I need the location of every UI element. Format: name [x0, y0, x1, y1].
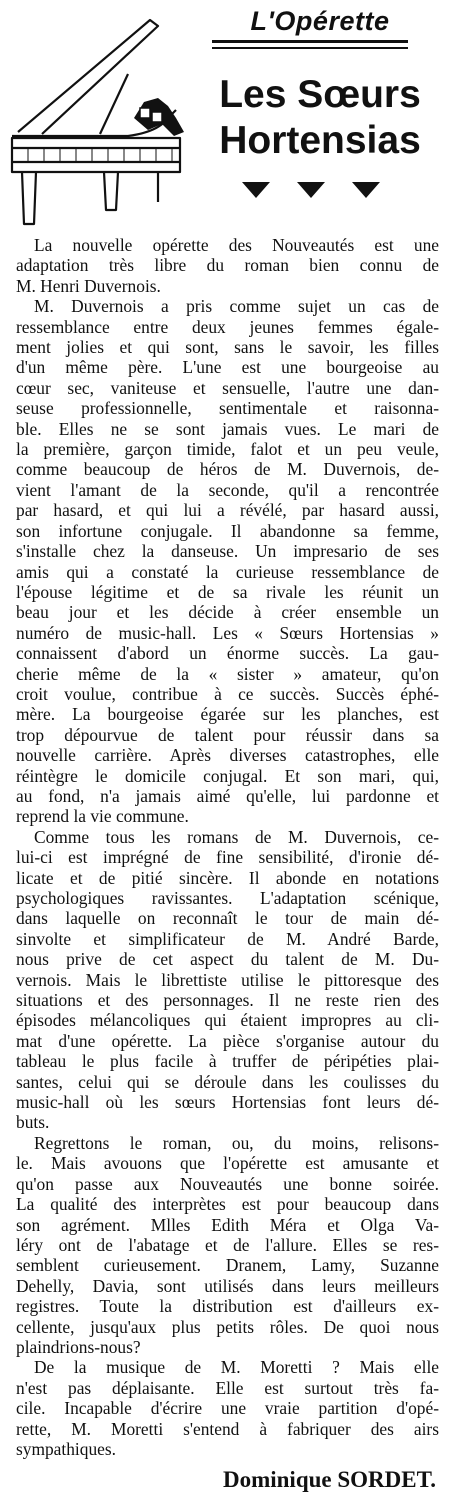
text-line: M. Henri Duvernois. — [16, 275, 161, 296]
text-line: La nouvelle opérette des Nouveautés est une — [34, 235, 439, 255]
text-line: mat d'une opérette. La pièce s'organise autour du — [16, 1030, 439, 1051]
text-line: situations et des personnages. Il ne reste rien des — [16, 990, 439, 1011]
text-line: la première, garçon timide, falot et un peu veule, — [16, 439, 439, 460]
article-paragraph — [16, 235, 439, 296]
text-line: trop dépourvue de talent pour réussir dans sa — [16, 724, 439, 745]
text-line: mère. La bourgeoise égarée sur les planches, est — [16, 704, 439, 725]
text-line: croit voulue, contribue à ce succès. Succès éphé- — [16, 683, 439, 704]
article-body — [16, 235, 439, 1459]
text-line: d'un même père. L'une est une bourgeoise au — [16, 357, 439, 378]
text-line: La qualité des interprètes est pour beaucoup dans — [16, 1194, 439, 1215]
text-line: semblent curieusement. Dranem, Lamy, Suzanne — [16, 1255, 439, 1276]
text-line: registres. Toute la distribution est d'ailleurs ex- — [16, 1296, 439, 1317]
text-line: music-hall où les sœurs Hortensias font leurs dé- — [16, 1092, 439, 1113]
text-line: Regrettons le roman, ou, du moins, relisons- — [34, 1132, 439, 1153]
text-line: dans laquelle on reconnaît le tour de main dé- — [16, 908, 439, 929]
text-line: beau jour et les décide à créer ensemble un — [16, 602, 439, 623]
text-line: qu'on passe aux Nouveautés une bonne soirée. — [16, 1173, 439, 1194]
headline-line-2: Hortensias — [219, 119, 421, 162]
text-line: nouvelle carrière. Après diverses catastrophes, elle — [16, 745, 439, 766]
rubric-rule-thin — [212, 47, 408, 49]
text-line: s'installe chez la danseuse. Un impresario de ses — [16, 541, 439, 562]
text-line: adaptation très libre du roman bien connu de — [16, 255, 439, 276]
text-line: amis qui a constaté la curieuse ressemblance de — [16, 561, 439, 582]
text-line: l'épouse légitime et de sa rivale les réunit un — [16, 581, 439, 602]
text-line: ressemblance entre deux jeunes femmes égale- — [16, 316, 439, 337]
text-line: M. Duvernois a pris comme sujet un cas de — [34, 296, 439, 317]
text-line: vernois. Mais le librettiste utilise le pittoresque des — [16, 969, 439, 990]
text-line: cile. Incapable d'écrire une vraie partition d'opé- — [16, 1398, 439, 1419]
text-line: sympathiques. — [16, 1438, 116, 1459]
text-line: De la musique de M. Moretti ? Mais elle — [34, 1357, 439, 1378]
triangle-icon — [242, 182, 270, 198]
text-line: psychologiques ravissantes. L'adaptation scénique, — [16, 888, 439, 908]
text-line: réintègre le domicile conjugal. Et son mari, qui, — [16, 765, 439, 786]
text-line: Comme tous les romans de M. Duvernois, ce- — [34, 826, 439, 847]
rubric-rule-thick — [212, 40, 408, 43]
triangle-ornaments — [236, 180, 386, 200]
article-paragraph — [16, 296, 439, 827]
text-line: son agrément. Mlles Edith Méra et Olga Va- — [16, 1214, 439, 1235]
text-line: ble. Elles ne se sont jamais vues. Le mari de — [16, 418, 439, 439]
section-rubric: L'Opérette — [250, 6, 390, 36]
author-signature: Dominique SORDET. — [222, 1467, 436, 1492]
text-line: son infortune conjugale. Il abandonne sa femme, — [16, 520, 439, 541]
text-line: le. Mais avouons que l'opérette est amusante et — [16, 1153, 439, 1174]
text-line: vient l'amant de la seconde, qu'il a rencontrée — [16, 479, 439, 500]
text-line: santes, celui qui se déroule dans les coulisses du — [16, 1071, 439, 1092]
text-line: connaissent d'abord un énorme succès. La gau- — [16, 643, 439, 664]
text-line: n'est pas déplaisante. Elle est surtout très fa- — [16, 1377, 439, 1398]
text-line: par hasard, et qui lui a révélé, par hasard aussi, — [16, 500, 439, 521]
text-line: plaindrions-nous? — [16, 1336, 141, 1357]
text-line: licate et de pitié sincère. Il abonde en notations — [16, 867, 439, 888]
text-line: cœur sec, vaniteuse et sensuelle, l'autre une dan- — [16, 377, 439, 398]
text-line: numéro de music-hall. Les « Sœurs Hortensias » — [16, 622, 439, 643]
grand-piano-illustration — [8, 14, 188, 226]
text-line: lui-ci est imprégné de fine sensibilité, d'ironie dé- — [16, 847, 439, 868]
text-line: Dehelly, Davia, sont utilisés dans leurs meilleurs — [16, 1275, 439, 1296]
text-line: léry ont de l'abatage et de l'allure. Elles se res- — [16, 1234, 439, 1255]
triangle-icon — [297, 182, 325, 198]
text-line: buts. — [16, 1112, 50, 1133]
text-line: tableau le plus facile à truffer de péripéties plai- — [16, 1051, 439, 1072]
article-paragraph — [16, 1133, 439, 1357]
text-line: rette, M. Moretti s'entend à fabriquer des airs — [16, 1418, 439, 1439]
headline-line-1: Les Sœurs — [219, 73, 421, 116]
text-line: ment jolies et qui sont, sans le savoir, les filles — [16, 337, 439, 358]
article-paragraph — [16, 827, 439, 1133]
text-line: épisodes mélancoliques qui étaient impropres au cli- — [16, 1010, 439, 1031]
triangle-icon — [352, 182, 380, 198]
text-line: cellente, jusqu'aux plus petits rôles. De quoi nous — [16, 1316, 439, 1337]
text-line: reprend la vie commune. — [16, 806, 189, 827]
text-line: au fond, n'a jamais aimé qu'elle, lui pardonne et — [16, 785, 439, 806]
text-line: sinvolte et simplificateur de M. André Barde, — [16, 928, 439, 949]
text-line: comme beaucoup de héros de M. Duvernois, de- — [16, 459, 439, 480]
text-line: seuse professionnelle, sentimentale et raisonna- — [16, 398, 439, 419]
article-paragraph — [16, 1357, 439, 1459]
text-line: cherie même de la « sister » amateur, qu'on — [16, 663, 439, 684]
text-line: nous prive de cet aspect du talent de M. Du- — [16, 949, 439, 970]
